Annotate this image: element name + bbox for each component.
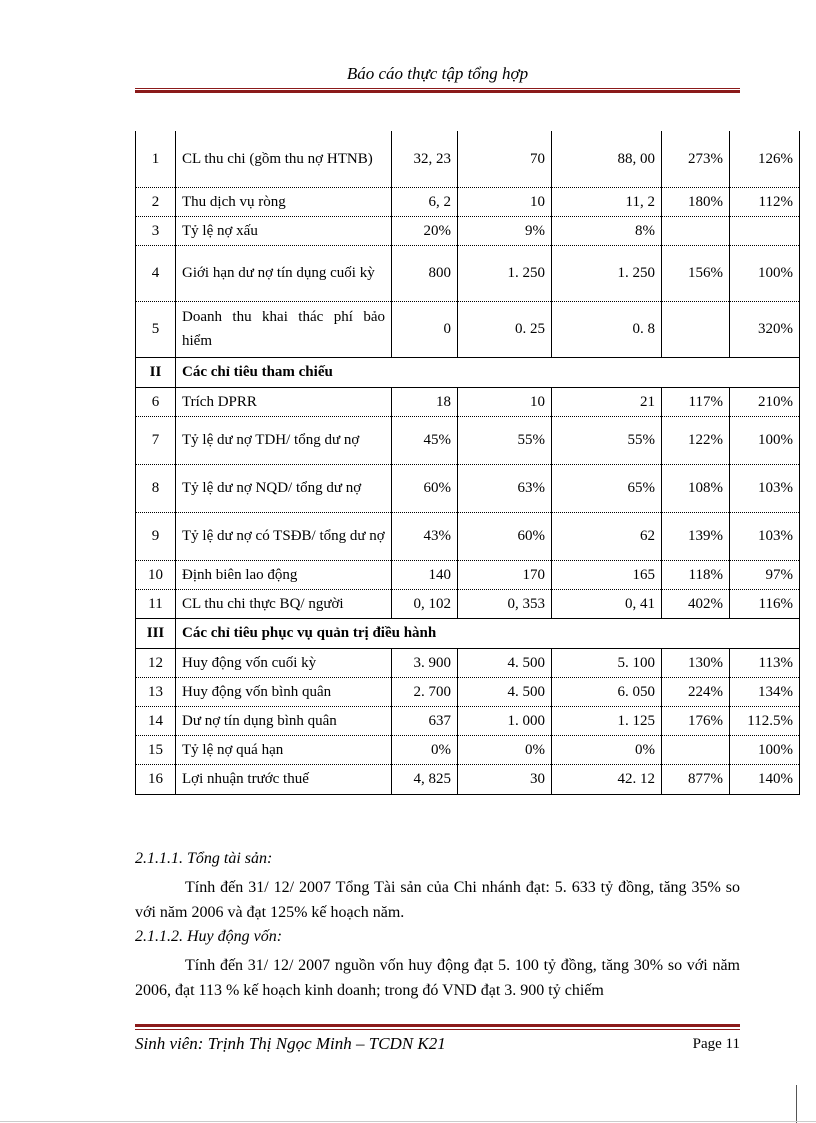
- row-index: II: [136, 357, 176, 387]
- indicator-label: Tỷ lệ dư nợ TDH/ tổng dư nợ: [176, 416, 392, 464]
- value-col-5: 100%: [730, 245, 800, 301]
- value-col-3: 11, 2: [552, 187, 662, 216]
- value-col-5: 116%: [730, 589, 800, 618]
- indicator-label: CL thu chi thực BQ/ người: [176, 589, 392, 618]
- value-col-2: 55%: [458, 416, 552, 464]
- value-col-4: 130%: [662, 648, 730, 677]
- value-col-4: 273%: [662, 131, 730, 187]
- value-col-1: 60%: [392, 464, 458, 512]
- footer-rule-thin: [135, 1029, 740, 1030]
- value-col-3: 6. 050: [552, 677, 662, 706]
- value-col-4: 156%: [662, 245, 730, 301]
- value-col-5: 97%: [730, 560, 800, 589]
- value-col-3: 65%: [552, 464, 662, 512]
- indicator-label: Doanh thu khai thác phí bảo hiểm: [176, 301, 392, 357]
- section-title: Các chỉ tiêu tham chiếu: [176, 357, 800, 387]
- value-col-2: 30: [458, 764, 552, 794]
- table-row: [136, 512, 800, 560]
- value-col-5: 113%: [730, 648, 800, 677]
- value-col-3: 55%: [552, 416, 662, 464]
- value-col-1: 0: [392, 301, 458, 357]
- table-row: [136, 216, 800, 245]
- row-index: 12: [136, 648, 176, 677]
- indicator-label: Tỷ lệ dư nợ NQD/ tổng dư nợ: [176, 464, 392, 512]
- value-col-2: 4. 500: [458, 648, 552, 677]
- row-index: 9: [136, 512, 176, 560]
- indicator-label: Giới hạn dư nợ tín dụng cuối kỳ: [176, 245, 392, 301]
- value-col-5: 134%: [730, 677, 800, 706]
- row-index: 1: [136, 131, 176, 187]
- value-col-5: 112%: [730, 187, 800, 216]
- row-index: 5: [136, 301, 176, 357]
- value-col-5: 100%: [730, 735, 800, 764]
- table-row: [136, 187, 800, 216]
- report-title: Báo cáo thực tập tổng hợp: [346, 64, 529, 83]
- section-heading-capital: 2.1.1.2. Huy động vốn:: [135, 928, 283, 945]
- value-col-2: 10: [458, 387, 552, 416]
- value-col-1: 20%: [392, 216, 458, 245]
- section-row: [136, 618, 800, 648]
- value-col-5: 126%: [730, 131, 800, 187]
- footer-rule-thick: [135, 1024, 740, 1027]
- indicator-label: Huy động vốn bình quân: [176, 677, 392, 706]
- value-col-1: 0%: [392, 735, 458, 764]
- row-index: 7: [136, 416, 176, 464]
- value-col-5: 103%: [730, 464, 800, 512]
- student-name: Sinh viên: Trịnh Thị Ngọc Minh – TCDN K21: [135, 1034, 446, 1053]
- value-col-1: 3. 900: [392, 648, 458, 677]
- indicator-label: Lợi nhuận trước thuế: [176, 764, 392, 794]
- header-rule-thin: [135, 88, 740, 89]
- value-col-1: 2. 700: [392, 677, 458, 706]
- paragraph-total-assets: Tính đến 31/ 12/ 2007 Tổng Tài sản của Chi nhánh đạt: 5. 633 tỷ đồng, tăng 35% so với năm 2006 và đạt 125% kế hoạch năm.: [135, 879, 740, 921]
- table-row: [136, 387, 800, 416]
- value-col-3: 62: [552, 512, 662, 560]
- value-col-1: 18: [392, 387, 458, 416]
- value-col-2: 70: [458, 131, 552, 187]
- indicator-label: Dư nợ tín dụng bình quân: [176, 706, 392, 735]
- value-col-3: 0, 41: [552, 589, 662, 618]
- indicator-label: Tỷ lệ nợ xấu: [176, 216, 392, 245]
- row-index: 2: [136, 187, 176, 216]
- value-col-3: 8%: [552, 216, 662, 245]
- value-col-4: 224%: [662, 677, 730, 706]
- row-index: 16: [136, 764, 176, 794]
- table-row: [136, 131, 800, 187]
- value-col-1: 6, 2: [392, 187, 458, 216]
- value-col-4: 118%: [662, 560, 730, 589]
- table-row: [136, 706, 800, 735]
- value-col-3: 5. 100: [552, 648, 662, 677]
- value-col-5: 100%: [730, 416, 800, 464]
- value-col-4: 877%: [662, 764, 730, 794]
- value-col-4: 122%: [662, 416, 730, 464]
- table-row: [136, 245, 800, 301]
- value-col-1: 45%: [392, 416, 458, 464]
- value-col-5: 140%: [730, 764, 800, 794]
- indicators-table: [135, 131, 800, 795]
- section-row: [136, 357, 800, 387]
- value-col-5: 103%: [730, 512, 800, 560]
- value-col-2: 60%: [458, 512, 552, 560]
- table-row: [136, 764, 800, 794]
- header-rule-thick: [135, 90, 740, 93]
- value-col-1: 140: [392, 560, 458, 589]
- value-col-2: 0, 353: [458, 589, 552, 618]
- value-col-3: 88, 00: [552, 131, 662, 187]
- value-col-3: 0%: [552, 735, 662, 764]
- value-col-4: 108%: [662, 464, 730, 512]
- row-index: 8: [136, 464, 176, 512]
- value-col-5: 320%: [730, 301, 800, 357]
- value-col-2: 63%: [458, 464, 552, 512]
- row-index: 3: [136, 216, 176, 245]
- value-col-5: [730, 216, 800, 245]
- value-col-1: 43%: [392, 512, 458, 560]
- indicator-label: CL thu chi (gồm thu nợ HTNB): [176, 131, 392, 187]
- table-row: [136, 560, 800, 589]
- value-col-3: 165: [552, 560, 662, 589]
- value-col-2: 10: [458, 187, 552, 216]
- value-col-5: 112.5%: [730, 706, 800, 735]
- value-col-2: 9%: [458, 216, 552, 245]
- value-col-3: 1. 125: [552, 706, 662, 735]
- table-row: [136, 464, 800, 512]
- row-index: 10: [136, 560, 176, 589]
- value-col-1: 800: [392, 245, 458, 301]
- value-col-2: 0%: [458, 735, 552, 764]
- value-col-1: 0, 102: [392, 589, 458, 618]
- table-row: [136, 301, 800, 357]
- value-col-3: 42. 12: [552, 764, 662, 794]
- value-col-4: 117%: [662, 387, 730, 416]
- value-col-2: 1. 000: [458, 706, 552, 735]
- indicator-label: Định biên lao động: [176, 560, 392, 589]
- indicator-label: Huy động vốn cuối kỳ: [176, 648, 392, 677]
- page-number: Page 11: [692, 1036, 740, 1052]
- value-col-5: 210%: [730, 387, 800, 416]
- section-heading-total-assets: 2.1.1.1. Tổng tài sản:: [135, 850, 273, 867]
- table-row: [136, 416, 800, 464]
- value-col-4: 176%: [662, 706, 730, 735]
- value-col-2: 4. 500: [458, 677, 552, 706]
- value-col-4: 180%: [662, 187, 730, 216]
- paragraph-capital: Tính đến 31/ 12/ 2007 nguồn vốn huy động đạt 5. 100 tỷ đồng, tăng 30% so với năm 2006, đạt 113 % kế hoạch kinh doanh; trong đó VND đạt 3. 900 tỷ chiếm: [135, 957, 740, 999]
- indicator-label: Thu dịch vụ ròng: [176, 187, 392, 216]
- row-index: 13: [136, 677, 176, 706]
- table-row: [136, 677, 800, 706]
- row-index: 15: [136, 735, 176, 764]
- row-index: 14: [136, 706, 176, 735]
- value-col-4: 139%: [662, 512, 730, 560]
- indicator-label: Tỷ lệ nợ quá hạn: [176, 735, 392, 764]
- value-col-2: 1. 250: [458, 245, 552, 301]
- value-col-3: 21: [552, 387, 662, 416]
- row-index: III: [136, 618, 176, 648]
- value-col-1: 32, 23: [392, 131, 458, 187]
- page-edge: [0, 1121, 816, 1122]
- value-col-3: 1. 250: [552, 245, 662, 301]
- value-col-4: [662, 216, 730, 245]
- row-index: 11: [136, 589, 176, 618]
- table-row: [136, 589, 800, 618]
- row-index: 6: [136, 387, 176, 416]
- value-col-2: 0. 25: [458, 301, 552, 357]
- value-col-2: 170: [458, 560, 552, 589]
- value-col-4: [662, 735, 730, 764]
- indicator-label: Tỷ lệ dư nợ có TSĐB/ tổng dư nợ: [176, 512, 392, 560]
- value-col-4: [662, 301, 730, 357]
- value-col-1: 4, 825: [392, 764, 458, 794]
- value-col-4: 402%: [662, 589, 730, 618]
- row-index: 4: [136, 245, 176, 301]
- value-col-3: 0. 8: [552, 301, 662, 357]
- crop-mark: [796, 1085, 797, 1123]
- table-row: [136, 735, 800, 764]
- value-col-1: 637: [392, 706, 458, 735]
- indicator-label: Trích DPRR: [176, 387, 392, 416]
- table-row: [136, 648, 800, 677]
- section-title: Các chỉ tiêu phục vụ quản trị điều hành: [176, 618, 800, 648]
